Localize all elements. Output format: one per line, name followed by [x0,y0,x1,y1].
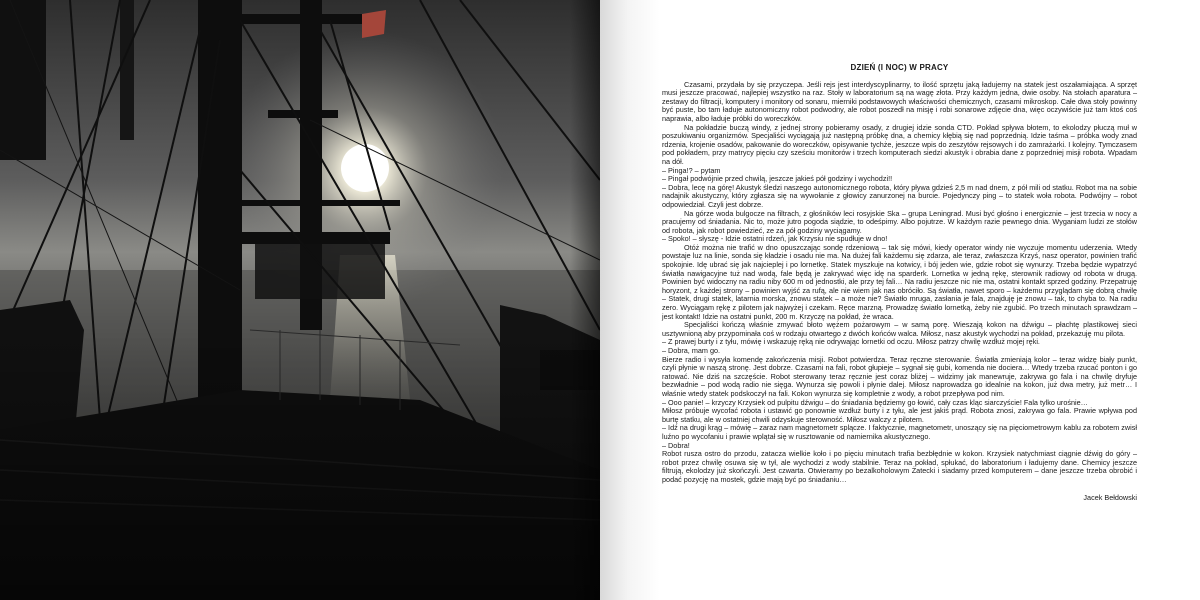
article-paragraph: – Dobra, mam go. [662,346,721,355]
article-paragraph: – Spoko! – słyszę - Idzie ostatni rdzeń, jak Krzysiu nie spudłuje w dno! [662,234,888,244]
article-paragraph: Czasami, przydała by się przyczepa. Jeśli rejs jest interdyscyplinarny, to ilość sprzętu jaką ładujemy na statek jest oszałamiająca. A sprzęt musi jeszcze pracować, najlepiej wszystko na raz. Stoły w laboratorium są na wagę złota. Przy każdym jedna, dwie osoby. Na stołach aparatura – zestawy do filtracji, komputery i monitory od sonaru, mierniki podstawowych właściwości chemicznych, czasami mikroskop. Całe dwa stoły powinny być puste, bo tam ładuje autonomiczny robot podwodny, ale robot poszedł na misję i robi sonarowe zdjęcie dna, więc oczywiście już tam ktoś coś naprawia, albo ładuje próbki do woreczków. [662,79,1137,123]
article-title: DZIEŃ (I NOC) W PRACY [850,63,949,72]
article-paragraph: Specjaliści kończą właśnie zmywać błoto wężem pożarowym – w samą porę. Wieszają kokon na dźwigu – płachtę plastikowej sieci usztywnioną aby przypominała coś w rodzaju otwartego z dwóch końców walca. Miłosz, nasz akustyk wychodzi na pokład, przekazuję mu pilota. [662,320,1137,338]
article-paragraph: Robot rusza ostro do przodu, zatacza wielkie koło i po pięciu minutach trafia bezbłędnie w kokon. Krzysiek natychmiast ciągnie dźwig do góry – robot przez chwilę osuwa się w tył, ale wychodzi z wody stabilnie. Teraz na pokład, spłukać, do laboratorium i ładujemy dane. Chemicy jeszcze filtrują, ekolodzy już skończyli. Jest czwarta. Otwieramy po bezalkoholowym Żatecki i siadamy przed komputerem – dane jeszcze trzeba obrobić i podać pozycję na mostek, gdzie mają być po śniadaniu… [662,449,1137,484]
article-paragraph: Miłosz próbuje wycofać robota i ustawić go ponownie wzdłuż burty i z tyłu, ale jest jakiś prąd. Robota znosi, zakrywa go fala. Prawie wpływa pod burtę statku, ale w ostatniej chwili odzyskuje sterowność. Miłosz walczy z pilotem. [662,406,1137,424]
article-paragraph: – Z prawej burty i z tyłu, mówię i wskazuję ręką nie odrywając lornetki od oczu. Miłosz patrzy chwilę wzdłuż mojej ręki. [662,337,1040,347]
article [662,64,1137,502]
article-paragraph: Otóż można nie trafić w dno opuszczając sondę rdzeniową – tak się mówi, kiedy operator windy nie wyczuje momentu uderzenia. Wtedy powstaje luz na linie, sonda się kładzie i osadu nie ma. Na dużej fali każdemu się zdarza, ale teraz, zwłaszcza Krzyś, nasz operator, powinien trafić spokojnie. Idę ubrać się jak najcieplej i po lornetkę. Statek myszkuje na kotwicy, i bój jeden wie, gdzie robot się wynurzy. Trzeba będzie wypatrzyć światła nawigacyjne tuż nad wodą, fale będą je zakrywać więc idę na sparderk. Lornetka w jedną rękę, sterownik radiowy od robota w drugą. Powinien być widoczny na radiu niby 600 m od jednostki, ale przy tej fali… Na radiu jeszcze nic nie ma, ostatni kontakt sprzed godziny. Przepatruję horyzont, z każdej strony – powinien wyjść za rufą, ale nie wiem jak nas obróciło. Są światła, nawet sporo – każdemu przyglądam się dobrą chwilę – Statek, drugi statek, latarnia morska, znowu statek – a może nie? Światło mruga, zasłania je fala, znajduję je znowu – tak, to chyba to. Na radiu zero. Wyciągam rękę z pilotem jak najwyżej i czekam. Ręce marzną. Prowadzę światło lornetką, żeby nie zgubić. Po trzech minutach sprawdzam – jest kontakt! Idzie na ostatni punkt, 200 m. Krzyczę na pokład, że wraca. [662,242,1137,321]
article-paragraph: Bierze radio i wysyła komendę zakończenia misji. Robot potwierdza. Teraz ręczne sterowanie. Światła zmieniają kolor – teraz widzę biały punkt, czyli płynie w naszą stronę. Jest dobrze. Czasami na fali, robot głupieje – sygnał się gubi, komenda nie dociera… Wtedy trzeba rzucać ponton i go ratować. Nie dziś na szczęście. Robot sterowany teraz ręcznie jest coraz bliżej – widzimy jak manewruje, zakrywa go fala i na chwilę dryfuje bezwładnie – pod wodą radio nie sięga. Wynurza się powoli i płynie dalej. Miłosz naprowadza go idealnie na kokon, już dwa metry, już metr… I właśnie wtedy statek podskoczył na fali. Kokon wynurza się kompletnie z wody, a robot przepływa pod nim. [662,354,1137,398]
article-paragraph: Na górze woda bulgocze na filtrach, z głośników leci rosyjskie Ska – grupa Leningrad. Musi być głośno i energicznie – jest trzecia w nocy a pracujemy od śniadania. Nic to, może jutro pogoda siądzie, to odeśpimy. Albo pojutrze. W każdym razie pewnego dnia. Wyganiam ludzi ze stołów od robota, jak robot powiedzieć, ze za pół godziny wyciągamy. [662,208,1137,235]
article-paragraph: – Pingał podwójnie przed chwilą, jeszcze jakieś pół godziny i wychodzi!! [662,174,893,184]
article-paragraph: – Pinga!? – pytam [662,165,721,175]
article-paragraph: – Dobra! [662,440,690,450]
article-paragraph: – Dobra, lecę na górę! Akustyk śledzi naszego autonomicznego robota, który pływa gdzieś 2,5 m nad dnem, z pół mili od statku. Robot ma na sobie nadajnik akustyczny, który zgłasza się na wywołanie z głowicy zanurzonej na burcie. Pojedynczy ping – to statek woła robota. Podwójny – robot odpowiedział. Czyli jest dobrze. [662,182,1137,209]
article-paragraph: – Ooo panie! – krzyczy Krzysiek od pulpitu dźwigu – do śniadania będziemy go łowić, cały czas kląc siarczyście! Fala tylko urośnie… [662,397,1088,407]
article-paragraph: Na pokładzie buczą windy, z jednej strony pobieramy osady, z drugiej idzie sonda CTD. Pokład spływa błotem, to ekolodzy płuczą muł w poszukiwaniu organizmów. Specjaliści wyciągają już następną próbkę dna, a chemicy kłębią się nad poprzednią. Idzie taśma – próbka wody znad rdzenia, krojenie osadów, pakowanie do woreczków, opisywanie tychże, jeszcze wpis do zeszytów rejsowych i do zamrażarki. I kolejny. Tymczasem pod pokładem, przy matrycy pięciu czy sześciu monitorów i trzech komputerach siedzi akustyk i obrabia dane z poprzedniej misji robota. Wpadam na dół. [662,122,1137,166]
article-author: Jacek Bełdowski [1083,492,1137,502]
text-page [600,0,1200,600]
article-paragraph: – Idź na drugi krąg – mówię – zaraz nam magnetometr splącze. I faktycznie, magnetometr, unoszący się na pięciometrowym kablu za robotem zwisł luźno po wycofaniu i prawie wplątał się w rusztowanie od namiernika akustycznego. [662,423,1137,441]
